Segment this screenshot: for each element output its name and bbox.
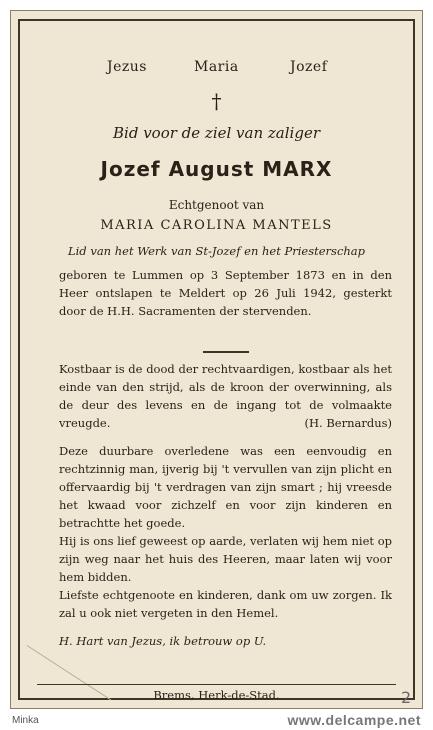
spouse-label: Echtgenoot van (168, 198, 265, 212)
biography: geboren te Lummen op 3 September 1873 en in den Heer ontslapen te Meldert op 26 Juli 1942, gesterkt door de H.H. Sacramenten der stervenden. (59, 268, 392, 318)
cross-icon: † (211, 89, 222, 113)
deceased-name: Jozef August MARX (100, 157, 333, 181)
invocation: H. Hart van Jezus, ik betrouw op U. (59, 634, 267, 648)
footer-rule (37, 684, 396, 685)
spouse-name: MARIA CAROLINA MANTELS (100, 218, 333, 233)
watermark-user: Minka (12, 715, 39, 726)
divider (203, 351, 249, 353)
memorial-card (10, 10, 423, 709)
tribute: Deze duurbare overledene was een eenvoudig en rechtzinnig man, ijverig bij 't vervullen van zijn plicht en offervaardig bij 't verdragen van zijn smart ; hij vreesde het kwaad voor zichzelf en voor zijn kinderen en betrachtte het goede. (59, 444, 392, 530)
watermark-site: www.delcampe.net (287, 712, 421, 728)
membership-line: Lid van het Werk van St-Jozef en het Priesterschap (67, 244, 366, 258)
consolation: Hij is ons lief geweest op aarde, verlaten wij hem niet op zijn weg naar het huis des Heeren, maar laten wij voor hem bidden. (59, 534, 392, 584)
prayer-line: Bid voor de ziel van zaliger (113, 124, 320, 142)
name-maria: Maria (194, 59, 239, 75)
quote-author: (H. Bernardus) (304, 416, 392, 430)
name-jozef: Jozef (290, 59, 328, 75)
quote: Kostbaar is de dood der rechtvaardigen, kostbaar als het einde van den strijd, als de kroon der overwinning, als de deur des levens en de ingang tot de volmaakte vreugde. (59, 362, 392, 430)
handwritten-mark: 2 (401, 688, 412, 707)
name-jezus: Jezus (107, 59, 147, 75)
farewell: Liefste echtgenoote en kinderen, dank om uw zorgen. Ik zal u ook niet vergeten in den Hemel. (59, 588, 392, 620)
printer-name: Brems, Herk-de-Stad. (153, 688, 280, 702)
